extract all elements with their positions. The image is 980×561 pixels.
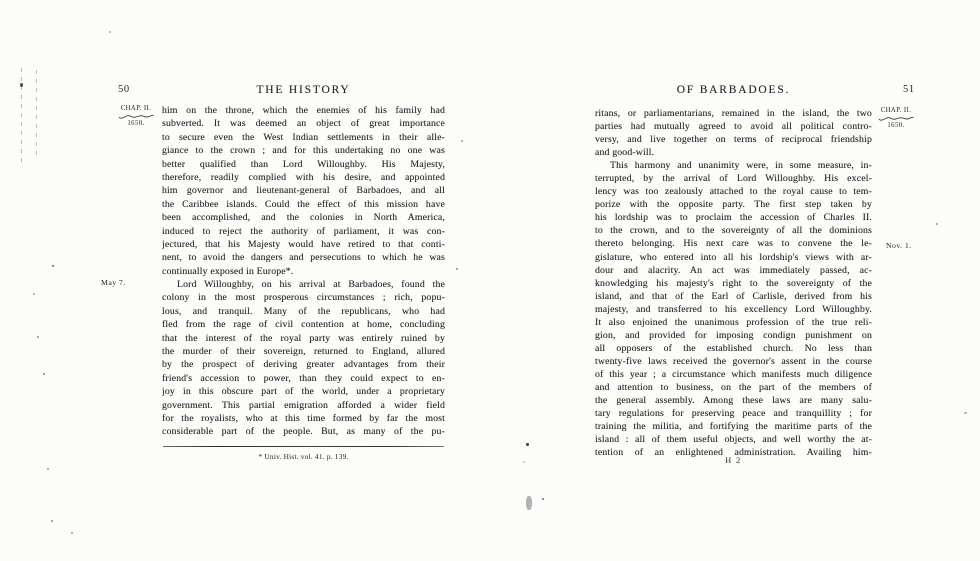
text-line: parties had mutually agreed to avoid all political contro- xyxy=(595,121,872,133)
scan-speck xyxy=(526,443,529,446)
signature-mark: H 2 xyxy=(725,456,742,465)
text-line: majesty, and transferred to his excellency Lord Willoughby. xyxy=(595,303,872,315)
chapter-year: 1650. xyxy=(127,119,145,127)
text-line: friend's accession to power, than they could expect to en- xyxy=(162,372,445,384)
text-line: twenty-five laws received the governor's assent in the course xyxy=(595,355,872,367)
swash-icon xyxy=(878,115,914,122)
scan-speck xyxy=(523,461,525,463)
text-line: lency was too zealously attached to the royal cause to tem- xyxy=(595,186,872,198)
text-line: tary regulations for preserving peace and tranquillity ; for xyxy=(595,408,872,420)
chapter-label: CHAP. II. xyxy=(880,107,912,114)
scan-speck xyxy=(43,373,45,375)
text-line: the Caribbee islands. Could the effect of this mission have xyxy=(162,198,445,210)
text-line: knowledging his majesty's right to the sovereignty of the xyxy=(595,277,872,289)
text-line: versy, and live together on terms of reciprocal friendship xyxy=(595,134,872,146)
text-line: training the militia, and fortifying the maritime parts of the xyxy=(595,421,872,433)
chapter-label: CHAP. II. xyxy=(120,105,152,112)
text-line: better qualified than Lord Willoughby. His Majesty, xyxy=(162,158,445,170)
paragraph xyxy=(595,107,872,159)
chapter-margin-note xyxy=(872,107,920,129)
scan-speck xyxy=(542,498,544,500)
text-line: continually exposed in Europe*. xyxy=(162,265,294,277)
date-margin-note: Nov. 1. xyxy=(886,241,912,250)
scan-speck xyxy=(37,336,39,338)
text-line: considerable part of the people. But, as many of the pu- xyxy=(162,426,445,438)
text-line: government. This partial emigration afforded a wider field xyxy=(162,399,445,411)
text-line: This harmony and unanimity were, in some measure, in- xyxy=(610,160,872,172)
paragraph xyxy=(595,159,872,459)
text-line: colony in the most prosperous circumstances ; rich, popu- xyxy=(162,292,445,304)
scan-speck xyxy=(47,468,49,470)
text-line: of this year ; a circumstance which manifests much diligence xyxy=(595,368,872,380)
text-line: island : all of them useful objects, and well worthy the at- xyxy=(595,434,872,446)
text-line: and good-will. xyxy=(595,147,655,159)
text-line: to secure even the West Indian settlements in their alle- xyxy=(162,131,445,143)
text-line: by the prospect of deriving greater advantages from their xyxy=(162,359,445,371)
text-line: thereto belonging. His next care was to convene the le- xyxy=(595,238,872,250)
text-line: subverted. It was deemed an object of great importance xyxy=(162,118,445,130)
text-line: It also enjoined the unanimous profession of the true reli- xyxy=(595,316,872,328)
text-line: for the royalists, who at this time formed by far the most xyxy=(162,412,445,424)
chapter-year: 1650. xyxy=(887,121,905,129)
text-line: island, and that of the Earl of Carlisle, derived from his xyxy=(595,290,872,302)
text-line: that the interest of the royal party was entirely ruined by xyxy=(162,332,445,344)
scan-speck xyxy=(109,31,111,33)
text-line: Lord Willoughby, on his arrival at Barbadoes, found the xyxy=(177,279,445,291)
footnote-rule xyxy=(163,446,444,447)
text-line: to the crown, and to the sovereignty of all the dominions xyxy=(595,225,872,237)
text-line: tention of an enlightened administration. Availing him- xyxy=(595,447,872,459)
running-head: THE HISTORY xyxy=(256,84,351,96)
text-line: his lordship was to proclaim the accession of Charles II. xyxy=(595,212,872,224)
text-line: gislature, who entered into all his lordship's views with ar- xyxy=(595,251,872,263)
text-line: fled from the rage of civil contention at home, concluding xyxy=(162,319,445,331)
text-line: joy in this obscure part of the world, under a proprietary xyxy=(162,386,445,398)
page-number: 51 xyxy=(903,84,915,95)
text-line: the murder of their sovereign, returned to England, allured xyxy=(162,346,445,358)
scan-streak xyxy=(36,70,37,158)
text-line: porize with the opposite party. The first step taken by xyxy=(595,199,872,211)
text-line: induced to reject the authority of parliament, it was con- xyxy=(162,225,445,237)
body-text-column xyxy=(595,107,872,459)
scan-speck xyxy=(936,223,938,225)
paragraph xyxy=(162,278,445,439)
scan-speck xyxy=(456,268,458,270)
text-line: nent, to avoid the dangers and persecutions to which he was xyxy=(162,252,445,264)
scan-speck xyxy=(33,293,35,295)
scan-speck xyxy=(52,265,54,267)
scan-speck xyxy=(51,520,53,522)
text-line: him on the throne, which the enemies of his family had xyxy=(162,105,445,116)
paragraph xyxy=(162,104,445,278)
scan-speck xyxy=(71,532,73,534)
text-line: and attention to business, on the part of the members of xyxy=(595,381,872,393)
page-number: 50 xyxy=(118,84,130,95)
chapter-margin-note xyxy=(112,105,160,127)
swash-icon xyxy=(118,113,154,120)
text-line: him governor and lieutenant-general of Barbadoes, and all xyxy=(162,185,445,197)
running-head: OF BARBADOES. xyxy=(676,84,791,96)
text-line: giance to the crown ; and for this undertaking no one was xyxy=(162,145,445,157)
scan-speck xyxy=(526,496,532,510)
text-line: ritans, or parliamentarians, remained in the island, the two xyxy=(595,108,872,119)
text-line: terrupted, by the arrival of Lord Willoughby. His excel- xyxy=(595,173,872,185)
scan-speck xyxy=(964,412,967,414)
text-line: all opposers of the established church. No less than xyxy=(595,342,872,354)
scan-speck xyxy=(461,140,463,142)
date-margin-note: May 7. xyxy=(101,278,126,287)
text-line: gion, and provided for imposing condign punishment on xyxy=(595,329,872,341)
text-line: dour and alacrity. An act was immediately passed, ac- xyxy=(595,264,872,276)
text-line: the general assembly. Among these laws are many salu- xyxy=(595,395,872,407)
scan-speck xyxy=(20,83,23,87)
text-line: been accomplished, and the colonies in North America, xyxy=(162,212,445,224)
body-text-column xyxy=(162,104,445,439)
text-line: therefore, readily complied with his desire, and appointed xyxy=(162,171,445,183)
text-line: jectured, that his Majesty would have retired to that conti- xyxy=(162,238,445,250)
footnote: * Univ. Hist. vol. 41. p. 139. xyxy=(258,452,349,461)
text-line: lous, and tranquil. Many of the republicans, who had xyxy=(162,305,445,317)
